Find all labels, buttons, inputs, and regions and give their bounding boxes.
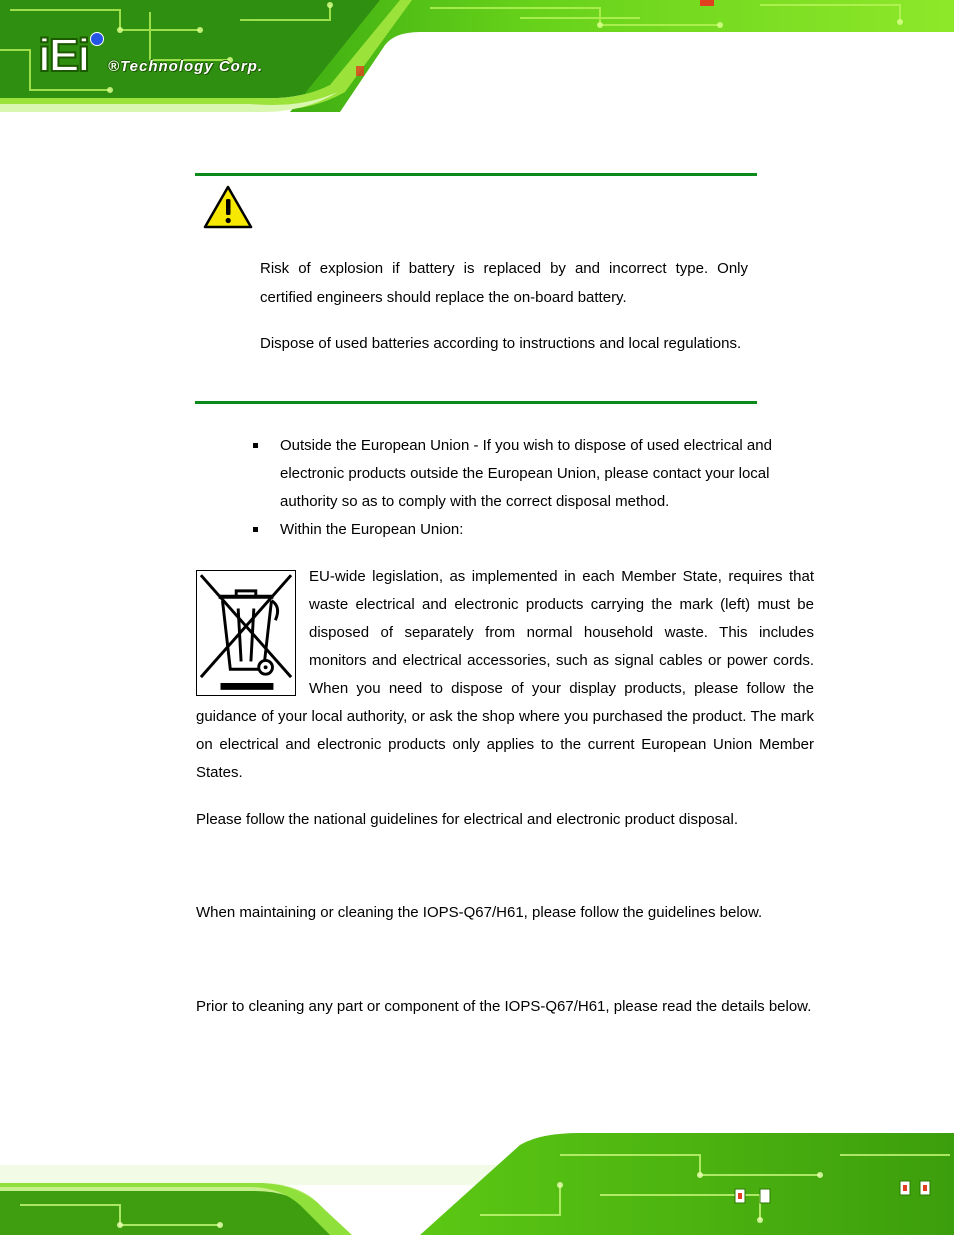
circuit-board-banner	[0, 0, 954, 112]
maintenance-intro-text: When maintaining or cleaning the IOPS-Q67/H61, please follow the guidelines below.	[196, 904, 763, 921]
logo-mark: iEi	[38, 29, 89, 81]
warning-triangle-icon	[203, 185, 253, 229]
list-item	[250, 516, 810, 544]
bullet-square-icon	[253, 527, 258, 532]
warning-paragraph: Risk of explosion if battery is replaced by and incorrect type. Only certified engineers should replace the on-board battery.	[260, 260, 748, 306]
page-header	[0, 0, 954, 112]
logo-tagline: ®Technology Corp.	[108, 58, 263, 75]
logo-dot	[90, 32, 104, 46]
cleaning-intro-text: Prior to cleaning any part or component of the IOPS-Q67/H61, please read the details below.	[196, 998, 812, 1015]
page-footer	[0, 1125, 954, 1235]
weee-text: EU-wide legislation, as implemented in each Member State, requires that waste electrical and electronic products carrying the mark (left) must be disposed of separately from normal household waste. This includes monitors and electrical accessories, such as signal cables or power cords. When you need to dispose of your display products, please follow the guidance of your local authority, or ask the shop where you purchased the product. The mark on electrical and electronic products only applies to the current European Union Member States.	[196, 568, 814, 781]
circuit-board-footer	[0, 1125, 954, 1235]
national-guidelines-text: Please follow the national guidelines for electrical and electronic product disposal.	[196, 811, 738, 828]
bullet-square-icon	[253, 443, 258, 448]
list-item	[250, 432, 810, 516]
weee-section	[196, 563, 814, 787]
disposal-bullet-list	[250, 432, 810, 544]
battery-warning-box	[195, 173, 757, 404]
bullet-text: Within the European Union:	[280, 521, 464, 538]
bullet-text: Outside the European Union - If you wish to dispose of used electrical and electronic products outside the European Union, please contact your local authority so as to comply with the correct disposal method.	[280, 437, 772, 510]
warning-paragraph: Dispose of used batteries according to instructions and local regulations.	[260, 335, 742, 352]
warning-text	[260, 254, 748, 375]
crossed-out-wheelie-bin-icon	[196, 570, 296, 696]
